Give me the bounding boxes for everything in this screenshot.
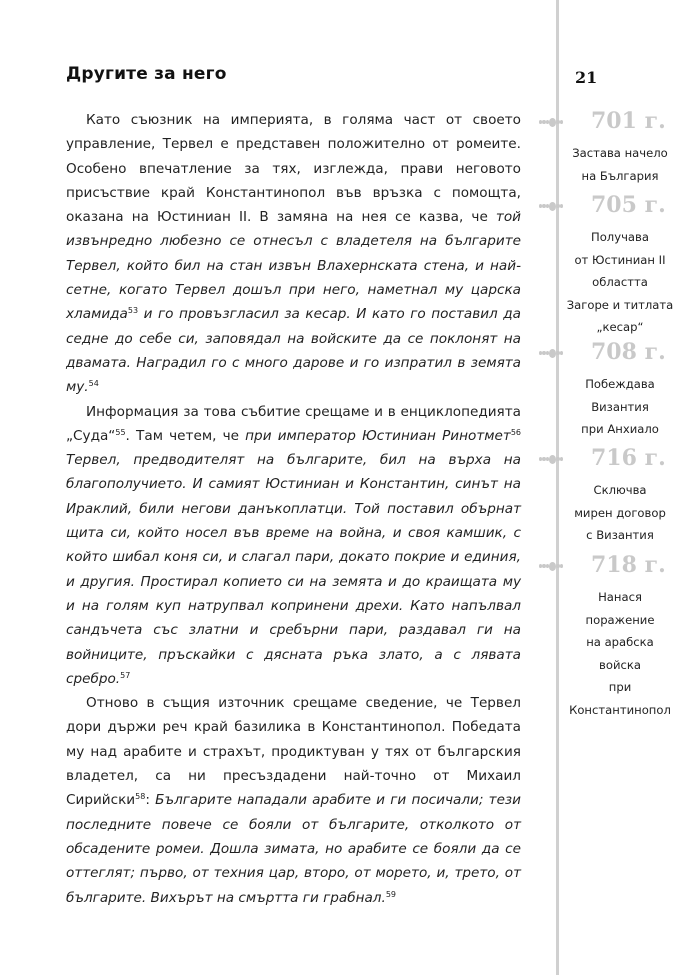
timeline-line: при Константинопол: [569, 680, 671, 717]
timeline-rule: [556, 0, 559, 975]
timeline-year: 716 г.: [591, 445, 666, 471]
page-title: Другите за него: [66, 64, 227, 84]
footnote-ref: 58: [135, 792, 146, 802]
timeline-line: мирен договор: [574, 505, 666, 520]
timeline-line: Сключва: [593, 483, 647, 497]
timeline-description: [565, 142, 675, 187]
paragraph-2: [66, 400, 521, 692]
paragraph-text: Като съюзник на империята, в голяма част от своето управление, Тервел е представен положително от ромеите. Особено впечатление за тях, изглежда, прави неговото присъствие край Константинопол във връзка с помощта, оказана на Юстиниан II. В замяна на нея се казва, че: [66, 112, 521, 226]
timeline-line: при Анхиало: [581, 422, 659, 436]
footnote-ref: 57: [120, 670, 131, 680]
page-number: 21: [575, 68, 598, 87]
timeline-dots-icon: [539, 563, 563, 569]
timeline-dots-icon: [539, 119, 563, 125]
footnote-ref: 59: [385, 889, 397, 899]
timeline-dots-icon: [539, 456, 563, 462]
timeline-year: 708 г.: [591, 339, 666, 365]
timeline-line: Нанася: [598, 590, 642, 604]
quotation-text: Тервел, предводителят на българите, бил на върха на благополучието. И самият Юстиниан и Константин, синът на Ираклий, били негови данъкоплатци. Той поставил обърнат щита си, който носел във време на война, и своя камшик, с който шибал коня си, и слагал пари, докато покрие и единия, и другия. Простирал копието си на земята и до краищата му и на голям куп натрупвал копринени дрехи. Като напълвал сандъчета със златни и сребърни пари, раздавал ги на войниците, пръскайки с дясната ръка злато, а с лявата сребро.: [66, 452, 521, 687]
timeline-year: 718 г.: [591, 552, 666, 578]
timeline-description: [565, 226, 675, 339]
timeline-year: 701 г.: [591, 108, 666, 134]
quotation-text: Българите нападали арабите и ги посичали; тези последните повече се бояли от българите, отколкото от обсадените ромеи. Дошла зимата, но арабите се бояли да се оттеглят; първо, от техния цар, второ, от морето, и, трето, от българите. Вихърът на смъртта ги грабнал.: [66, 792, 521, 906]
body-text: [66, 108, 521, 910]
timeline-description: [565, 586, 675, 721]
timeline-line: поражение: [585, 612, 655, 627]
timeline-dots-icon: [539, 203, 563, 209]
quotation-text: при император Юстиниан Ринотмет: [245, 427, 511, 444]
timeline-line: войска: [599, 657, 641, 672]
footnote-ref: 53: [127, 306, 139, 316]
paragraph-text: Информация за това събитие срещаме и в енциклопедията „Суда“: [66, 403, 521, 444]
timeline-year: 705 г.: [591, 192, 666, 218]
paragraph-text: :: [145, 792, 156, 809]
timeline-line: Загоре и титлата „кесар“: [566, 297, 674, 334]
paragraph-1: [66, 108, 521, 400]
quotation-text: и го провъзгласил за кесар. И като го поставил да седне до себе си, заповядал на войските да се поклонят на двамата. Наградил го с много дарове и го изпратил в земята му.: [66, 306, 521, 396]
timeline-line: областта: [592, 275, 648, 289]
timeline-line: Застава начело: [572, 146, 668, 160]
timeline-description: [565, 373, 675, 441]
timeline-line: на България: [581, 168, 659, 183]
timeline-line: Побеждава: [585, 377, 655, 391]
timeline-dots-icon: [539, 350, 563, 356]
timeline-description: [565, 479, 675, 547]
paragraph-3: [66, 691, 521, 910]
paragraph-text: Отново в същия източник срещаме сведение, че Тервел дори държи реч край базилика в Константинопол. Победата му над арабите и страхът, продиктуван у тях от българския владетел, са ни пресъздадени най-точно от Михаил Сирийски: [66, 695, 521, 809]
timeline-line: с Византия: [586, 528, 654, 542]
footnote-ref: 54: [88, 379, 99, 389]
timeline-line: на арабска: [586, 635, 654, 649]
timeline-line: от Юстиниан II: [574, 252, 666, 267]
footnote-ref: 55: [115, 427, 126, 437]
paragraph-text: . Там четем, че: [125, 427, 246, 444]
timeline-line: Получава: [591, 230, 649, 244]
footnote-ref: 56: [510, 427, 521, 437]
quotation-text: той извънредно любезно се отнесъл с владетеля на българите Тервел, който бил на стан извън Влахернската стена, и най-сетне, когато Тервел дошъл при него, наметнал му царска хламида: [66, 209, 521, 323]
timeline-line: Византия: [591, 399, 649, 414]
